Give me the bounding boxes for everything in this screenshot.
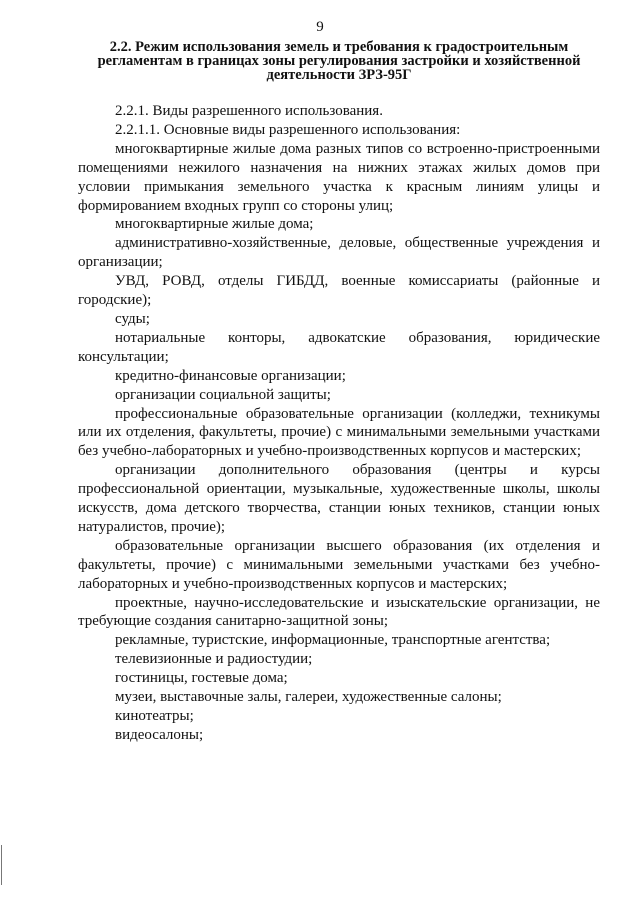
scan-edge-mark	[1, 845, 2, 885]
paragraph: суды;	[115, 310, 150, 327]
paragraph: кинотеатры;	[115, 708, 194, 724]
paragraph: 2.2.1.1. Основные виды разрешенного использования:	[115, 121, 461, 138]
paragraph: нотариальные конторы, адвокатские образования, юридические консультации;	[78, 329, 600, 365]
paragraph: телевизионные и радиостудии;	[115, 651, 313, 668]
paragraph: УВД, РОВД, отделы ГИБДД, военные комиссариаты (районные и городские);	[78, 273, 600, 309]
document-body	[78, 102, 600, 745]
paragraph: видеосалоны;	[115, 726, 204, 743]
paragraph: 2.2.1. Виды разрешенного использования.	[115, 103, 383, 119]
paragraph: многоквартирные жилые дома;	[115, 216, 314, 233]
paragraph: гостиницы, гостевые дома;	[115, 670, 288, 687]
paragraph: организации дополнительного образования (центры и курсы профессиональной ориентации, музыкальные, художественные школы, школы искусств, дома детского творчества, станции юных техников, станции юных натуралистов, прочие);	[78, 462, 600, 535]
paragraph: образовательные организации высшего образования (их отделения и факультеты, прочие) с минимальными земельными участками без учебно-лабораторных и учебно-производственных корпусов и мастерских;	[78, 537, 600, 592]
paragraph: музеи, выставочные залы, галереи, художественные салоны;	[115, 689, 502, 706]
paragraph: проектные, научно-исследовательские и изыскательские организации, не требующие создания санитарно-защитной зоны;	[78, 594, 600, 630]
page-number: 9	[316, 19, 324, 35]
paragraph: кредитно-финансовые организации;	[115, 367, 346, 384]
paragraph: организации социальной защиты;	[115, 386, 331, 403]
paragraph: административно-хозяйственные, деловые, общественные учреждения и организации;	[78, 235, 600, 271]
paragraph: профессиональные образовательные организации (колледжи, техникумы или их отделения, факультеты, прочие) с минимальными земельными участками без учебно-лабораторных и учебно-производственных корпусов и мастерских;	[78, 405, 600, 460]
paragraph: рекламные, туристские, информационные, транспортные агентства;	[115, 632, 551, 649]
section-heading: 2.2. Режим использования земель и требования к градостроительным регламентам в границах зоны регулирования застройки и хозяйственной деятельности ЗРЗ-95Г	[97, 39, 581, 83]
paragraph: многоквартирные жилые дома разных типов со встроенно-пристроенными помещениями нежилого назначения на нижних этажах жилых домов при условии примыкания земельного участка к красным линиям улицы и формированием входных групп со стороны улиц;	[78, 140, 600, 214]
